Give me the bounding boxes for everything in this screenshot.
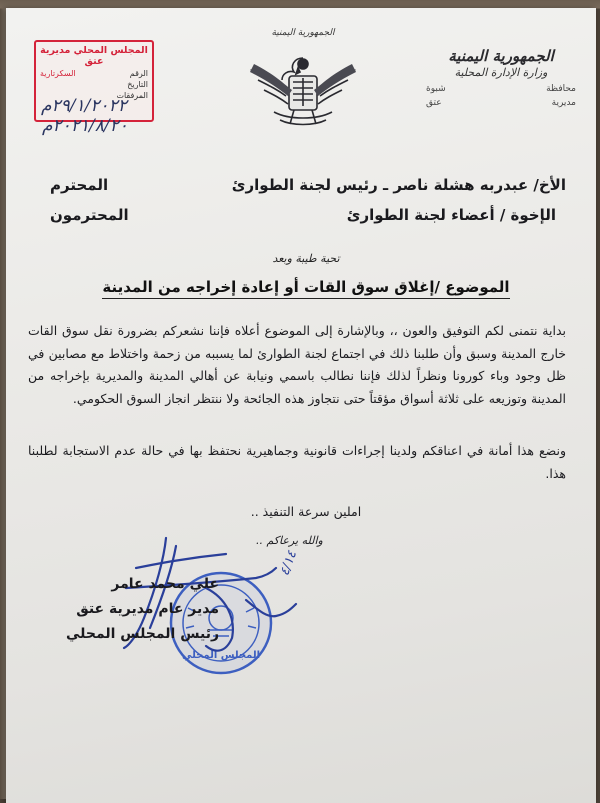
republic-name: الجمهورية اليمنية xyxy=(448,47,554,65)
subject-line xyxy=(6,278,600,296)
stamp-date-label: التاريخ xyxy=(127,80,148,89)
signature-block xyxy=(66,572,219,647)
stamp-ref-label: الرقم xyxy=(129,69,148,78)
signatory-role-2: رئيس المجلس المحلي xyxy=(66,626,220,642)
district-value: عتق xyxy=(426,98,442,109)
handwritten-ref-number: ٢٩/١/٢٠٢٢م xyxy=(41,96,127,116)
handwritten-date: ٢٠٢١/٨/٢٠م xyxy=(42,116,128,136)
seal-text: المجلس المحلي xyxy=(181,650,261,661)
signatory-role-1: مدير عام مديرية عتق xyxy=(76,601,220,617)
body-paragraph-2: ونضع هذا أمانة في اعناقكم ولدينا إجراءات قانونية وجماهيرية نحتفظ بها في حالة عدم الاستجابة لطلبنا هذا. xyxy=(28,443,566,481)
addressee-title-2: المحترمون xyxy=(50,206,129,224)
stamp-ref-row xyxy=(40,69,148,78)
yemen-eagle-emblem-icon xyxy=(244,28,362,138)
stamp-secretary: السكرتارية xyxy=(40,69,76,78)
stamp-date-row xyxy=(40,80,148,89)
addressee-line-1: الأخ/ عبدربه هشلة ناصر ـ رئيس لجنة الطوارئ xyxy=(231,176,566,194)
governorate-row xyxy=(426,83,576,95)
district-row xyxy=(426,97,576,109)
emblem-caption: الجمهورية اليمنية xyxy=(271,28,335,38)
signatory-name: علي محمد عامر xyxy=(111,576,220,592)
governorate-label: محافظة xyxy=(546,84,576,95)
greeting: تحية طيبة وبعد xyxy=(272,252,340,265)
body-paragraph-1: بداية نتمنى لكم التوفيق والعون ،، وبالإشارة إلى الموضوع أعلاه فإننا نشعركم بضرورة نقل سوق القات خارج المدينة وسبق وأن طلبنا ذلك في اجتماع لجنة الطوارئ لما يسببه من زحمة واختلاط مع مصابين في ظل وجود وباء كورونا ونظراً لذلك فإننا نطالب باسمي ونيابة عن أهالي المدينة والمديرية بإخراجه من المدينة وتوزيعه على ثلاثة أسواق مؤقتاً حتى نتجاوز هذه الجائحة ولا ننتظر انجاز السوق الحكومي. xyxy=(28,323,566,406)
addressee-title-1: المحترم xyxy=(50,176,109,194)
district-label: مديرية xyxy=(551,98,576,109)
signature-date: ٤/١٤ xyxy=(277,549,301,578)
stamp-title: المجلس المحلي مديرية عتق xyxy=(40,45,148,67)
closing-line: املين سرعة التنفيذ .. xyxy=(250,504,362,519)
subject-text: الموضوع /إغلاق سوق القات أو إعادة إخراجه من المدينة xyxy=(102,278,509,299)
blessing-line: والله يرعاكم .. xyxy=(256,534,323,547)
letterhead xyxy=(426,46,576,109)
governorate-value: شبوة xyxy=(426,84,446,95)
stamp-attachments-label: المرفقات xyxy=(116,91,148,100)
ministry-name: وزارة الإدارة المحلية xyxy=(454,66,548,80)
addressee-line-2: الإخوة / أعضاء لجنة الطوارئ xyxy=(346,206,556,224)
letter-page xyxy=(6,8,596,803)
